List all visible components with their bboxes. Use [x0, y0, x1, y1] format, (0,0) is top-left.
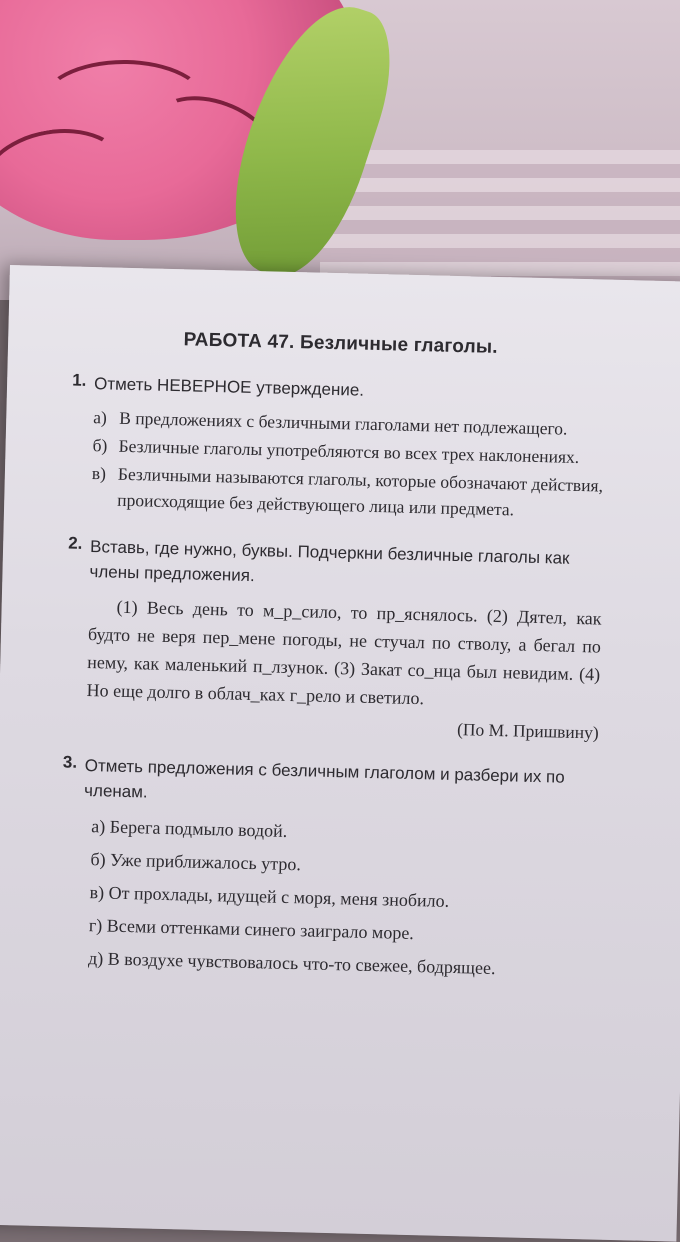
option-marker: а)	[93, 407, 108, 428]
answer-option	[91, 460, 605, 525]
task-1	[69, 371, 607, 525]
option-text: От прохлады, идущей с моря, меня знобило.	[108, 882, 450, 911]
option-text: В воздухе чувствовалось что-то свежее, бодрящее.	[107, 948, 496, 979]
task-number: 2.	[67, 533, 83, 553]
option-text: Безличные глаголы употребляются во всех трех наклонениях.	[118, 435, 580, 467]
source-attribution: (По М. Пришвину)	[456, 719, 599, 743]
option-marker: в)	[89, 882, 105, 903]
page-title: РАБОТА 47. Безличные глаголы.	[183, 329, 499, 358]
option-marker: б)	[90, 849, 106, 870]
book-page	[0, 265, 680, 1242]
option-marker: г)	[88, 915, 103, 936]
task-number: 1.	[71, 370, 87, 390]
photo-background	[0, 0, 680, 300]
option-text: Берега подмыло водой.	[109, 816, 288, 841]
task-number: 3.	[62, 752, 78, 772]
option-marker: а)	[91, 816, 106, 837]
option-text: Всеми оттенками синего заиграло море.	[106, 915, 415, 944]
option-text: В предложениях с безличными глаголами нет подлежащего.	[119, 407, 568, 439]
option-marker: б)	[92, 435, 108, 456]
task-3	[58, 752, 598, 986]
option-text: Безличными называются глаголы, которые обозначают действия, происходящие без действующего лица или предмета.	[117, 463, 604, 520]
text-passage: (1) Весь день то м_р_сило, то пр_яснялось. (2) Дятел, как будто не веря пер_мене погоды, не стучал по стволу, а бегал по нему, как маленький п_лзунок. (3) Закат со_нца был невидим. (4) Но еще долго в облач_ках г_рело и светило.	[86, 596, 602, 709]
task-instruction: Вставь, где нужно, буквы. Подчеркни безличные глаголы как члены предложения.	[89, 537, 570, 586]
option-marker: д)	[87, 948, 104, 969]
page-content	[57, 327, 608, 1009]
task-2	[64, 534, 604, 744]
option-marker: в)	[91, 463, 107, 484]
task-instruction: Отметь НЕВЕРНОЕ утверждение.	[93, 374, 365, 400]
option-text: Уже приближалось утро.	[109, 849, 302, 875]
task-instruction: Отметь предложения с безличным глаголом и разбери их по членам.	[83, 755, 565, 802]
